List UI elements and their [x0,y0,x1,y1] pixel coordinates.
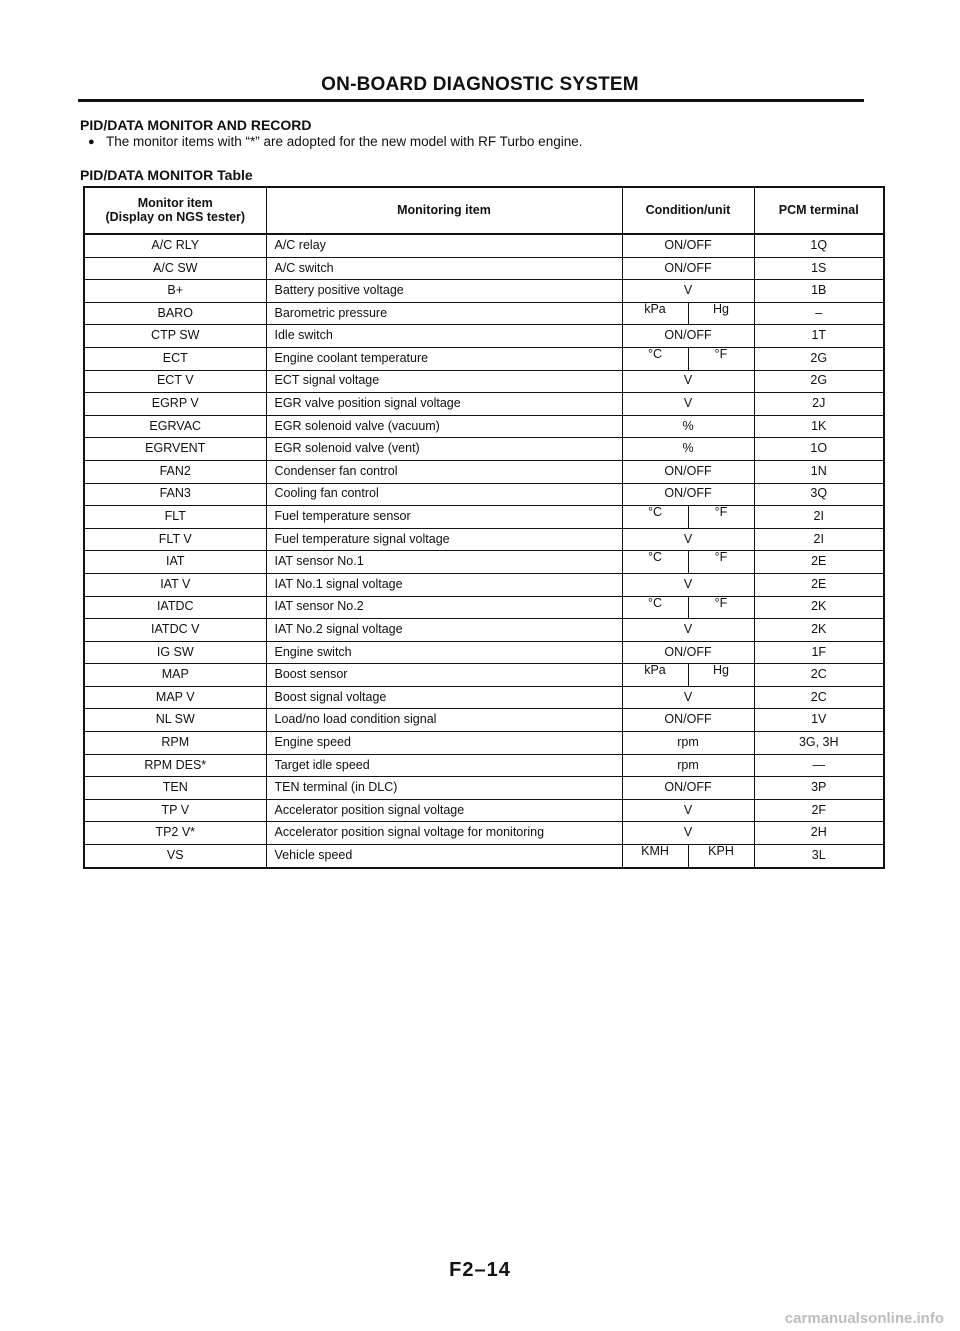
table-row [84,709,884,732]
cell-pcm-terminal: 2E [754,551,884,574]
col-header-monitor-item-sub: (Display on NGS tester) [105,209,246,224]
cell-monitoring-item: Boost signal voltage [266,686,622,709]
cell-condition-unit: V [622,280,754,303]
cell-monitoring-item: Target idle speed [266,754,622,777]
cell-condition-unit: rpm [622,754,754,777]
table-row [84,257,884,280]
section-heading: PID/DATA MONITOR AND RECORD [80,117,312,133]
cell-condition-unit: ON/OFF [622,641,754,664]
watermark: carmanualsonline.info [784,1310,944,1327]
cell-monitor-item: EGRVAC [84,415,266,438]
cell-monitor-item: IATDC [84,596,266,619]
cell-condition-unit: ON/OFF [622,777,754,800]
cell-monitor-item: FLT [84,506,266,529]
cell-monitor-item: IG SW [84,641,266,664]
cell-monitoring-item: TEN terminal (in DLC) [266,777,622,800]
cell-monitor-item: FAN2 [84,460,266,483]
cell-monitor-item: MAP [84,664,266,687]
cell-monitor-item: VS [84,845,266,868]
unit-primary: KMH [623,845,689,867]
cell-condition-unit: % [622,438,754,461]
table-row [84,347,884,370]
col-header-monitor-item-label: Monitor item [137,195,213,210]
cell-pcm-terminal: 3G, 3H [754,732,884,755]
unit-secondary: °F [714,595,728,610]
table-row [84,234,884,257]
cell-pcm-terminal: 1T [754,325,884,348]
cell-pcm-terminal: 2J [754,393,884,416]
unit-secondary: °F [714,550,728,565]
cell-pcm-terminal: 1V [754,709,884,732]
page-title: ON-BOARD DIAGNOSTIC SYSTEM [321,74,639,95]
cell-condition-unit: V [622,619,754,642]
cell-pcm-terminal: 2K [754,619,884,642]
cell-monitor-item: BARO [84,302,266,325]
cell-condition-unit: ON/OFF [622,257,754,280]
cell-pcm-terminal: 2G [754,347,884,370]
cell-monitoring-item: Accelerator position signal voltage [266,799,622,822]
cell-pcm-terminal: 3P [754,777,884,800]
unit-primary: kPa [623,664,689,686]
cell-monitor-item: EGRP V [84,393,266,416]
table-row [84,302,884,325]
cell-monitoring-item: Engine switch [266,641,622,664]
table-body [84,234,884,868]
table-row [84,438,884,461]
unit-split [623,303,754,325]
unit-secondary: KPH [708,844,734,859]
cell-condition-unit: V [622,370,754,393]
table-row [84,551,884,574]
cell-condition-unit: V [622,686,754,709]
cell-pcm-terminal: 1O [754,438,884,461]
cell-condition-unit [622,664,754,687]
unit-split [623,597,754,619]
unit-primary: °C [623,551,689,573]
cell-monitoring-item: EGR valve position signal voltage [266,393,622,416]
cell-monitoring-item: Cooling fan control [266,483,622,506]
cell-condition-unit [622,506,754,529]
cell-pcm-terminal: 1Q [754,234,884,257]
cell-pcm-terminal: 1F [754,641,884,664]
unit-secondary: Hg [713,301,729,316]
cell-pcm-terminal: 1B [754,280,884,303]
table-row [84,754,884,777]
cell-monitoring-item: EGR solenoid valve (vent) [266,438,622,461]
cell-condition-unit: ON/OFF [622,483,754,506]
cell-monitor-item: EGRVENT [84,438,266,461]
table-row [84,596,884,619]
table-row [84,732,884,755]
col-header-condition-unit: Condition/unit [622,187,754,234]
unit-secondary: °F [714,505,728,520]
cell-monitor-item: RPM [84,732,266,755]
cell-pcm-terminal: 3Q [754,483,884,506]
cell-monitor-item: IATDC V [84,619,266,642]
cell-monitor-item: IAT [84,551,266,574]
monitor-table [83,186,885,869]
unit-secondary: °F [714,346,728,361]
table-row [84,528,884,551]
cell-pcm-terminal: 2I [754,506,884,529]
cell-monitor-item: TEN [84,777,266,800]
cell-pcm-terminal: 1S [754,257,884,280]
table-row [84,506,884,529]
table-row [84,777,884,800]
cell-monitoring-item: Accelerator position signal voltage for monitoring [266,822,622,845]
table-row [84,460,884,483]
cell-monitoring-item: EGR solenoid valve (vacuum) [266,415,622,438]
cell-pcm-terminal: – [754,302,884,325]
cell-monitoring-item: Barometric pressure [266,302,622,325]
cell-monitoring-item: IAT sensor No.2 [266,596,622,619]
cell-pcm-terminal: 2F [754,799,884,822]
note [88,134,582,149]
bullet-icon: ● [88,136,95,148]
col-header-monitoring-item: Monitoring item [266,187,622,234]
title-rule [78,99,864,102]
cell-monitor-item: ECT V [84,370,266,393]
cell-condition-unit [622,551,754,574]
cell-condition-unit: V [622,393,754,416]
cell-condition-unit: ON/OFF [622,325,754,348]
cell-condition-unit: ON/OFF [622,709,754,732]
table-row [84,393,884,416]
table-row [84,573,884,596]
cell-monitor-item: MAP V [84,686,266,709]
cell-monitor-item: TP2 V* [84,822,266,845]
table-row [84,845,884,868]
table-row [84,483,884,506]
cell-monitor-item: B+ [84,280,266,303]
cell-monitor-item: TP V [84,799,266,822]
cell-monitor-item: A/C RLY [84,234,266,257]
cell-condition-unit [622,845,754,868]
cell-condition-unit [622,596,754,619]
cell-monitoring-item: Condenser fan control [266,460,622,483]
unit-secondary: Hg [713,663,729,678]
table-row [84,619,884,642]
unit-split [623,551,754,573]
cell-monitor-item: FAN3 [84,483,266,506]
cell-condition-unit: V [622,822,754,845]
cell-monitoring-item: Boost sensor [266,664,622,687]
cell-monitor-item: ECT [84,347,266,370]
cell-monitoring-item: Battery positive voltage [266,280,622,303]
table-row [84,799,884,822]
cell-monitoring-item: Engine coolant temperature [266,347,622,370]
monitor-table-container [83,186,883,869]
cell-monitoring-item: Fuel temperature sensor [266,506,622,529]
table-row [84,280,884,303]
cell-monitoring-item: A/C relay [266,234,622,257]
cell-pcm-terminal: 2I [754,528,884,551]
cell-pcm-terminal: 1N [754,460,884,483]
table-row [84,822,884,845]
table-row [84,641,884,664]
cell-monitor-item: A/C SW [84,257,266,280]
table-header-row [84,187,884,234]
cell-pcm-terminal: 2E [754,573,884,596]
cell-pcm-terminal: 2C [754,664,884,687]
table-row [84,664,884,687]
cell-monitoring-item: Load/no load condition signal [266,709,622,732]
cell-monitoring-item: IAT No.1 signal voltage [266,573,622,596]
cell-pcm-terminal: 2K [754,596,884,619]
unit-split [623,664,754,686]
note-text: The monitor items with “*” are adopted for the new model with RF Turbo engine. [106,134,583,149]
cell-pcm-terminal: 2C [754,686,884,709]
cell-monitoring-item: IAT No.2 signal voltage [266,619,622,642]
cell-monitor-item: CTP SW [84,325,266,348]
table-row [84,370,884,393]
cell-condition-unit: rpm [622,732,754,755]
unit-split [623,845,754,867]
cell-condition-unit: % [622,415,754,438]
table-row [84,686,884,709]
page-number: F2–14 [449,1259,511,1281]
unit-split [623,506,754,528]
cell-pcm-terminal: 1K [754,415,884,438]
col-header-monitor-item [84,187,266,234]
cell-monitoring-item: Vehicle speed [266,845,622,868]
cell-condition-unit: ON/OFF [622,234,754,257]
cell-pcm-terminal: 3L [754,845,884,868]
cell-monitoring-item: Fuel temperature signal voltage [266,528,622,551]
cell-monitor-item: NL SW [84,709,266,732]
cell-pcm-terminal: 2H [754,822,884,845]
cell-monitoring-item: Idle switch [266,325,622,348]
unit-split [623,348,754,370]
cell-monitoring-item: A/C switch [266,257,622,280]
unit-primary: kPa [623,303,689,325]
cell-monitor-item: RPM DES* [84,754,266,777]
cell-condition-unit [622,347,754,370]
cell-pcm-terminal: — [754,754,884,777]
table-heading: PID/DATA MONITOR Table [80,167,253,183]
cell-condition-unit [622,302,754,325]
cell-pcm-terminal: 2G [754,370,884,393]
unit-primary: °C [623,506,689,528]
table-row [84,415,884,438]
cell-monitoring-item: ECT signal voltage [266,370,622,393]
table-row [84,325,884,348]
unit-primary: °C [623,348,689,370]
col-header-pcm-terminal: PCM terminal [754,187,884,234]
cell-condition-unit: V [622,528,754,551]
cell-condition-unit: V [622,799,754,822]
cell-condition-unit: V [622,573,754,596]
cell-monitor-item: FLT V [84,528,266,551]
cell-monitoring-item: Engine speed [266,732,622,755]
cell-monitoring-item: IAT sensor No.1 [266,551,622,574]
cell-monitor-item: IAT V [84,573,266,596]
cell-condition-unit: ON/OFF [622,460,754,483]
unit-primary: °C [623,597,689,619]
